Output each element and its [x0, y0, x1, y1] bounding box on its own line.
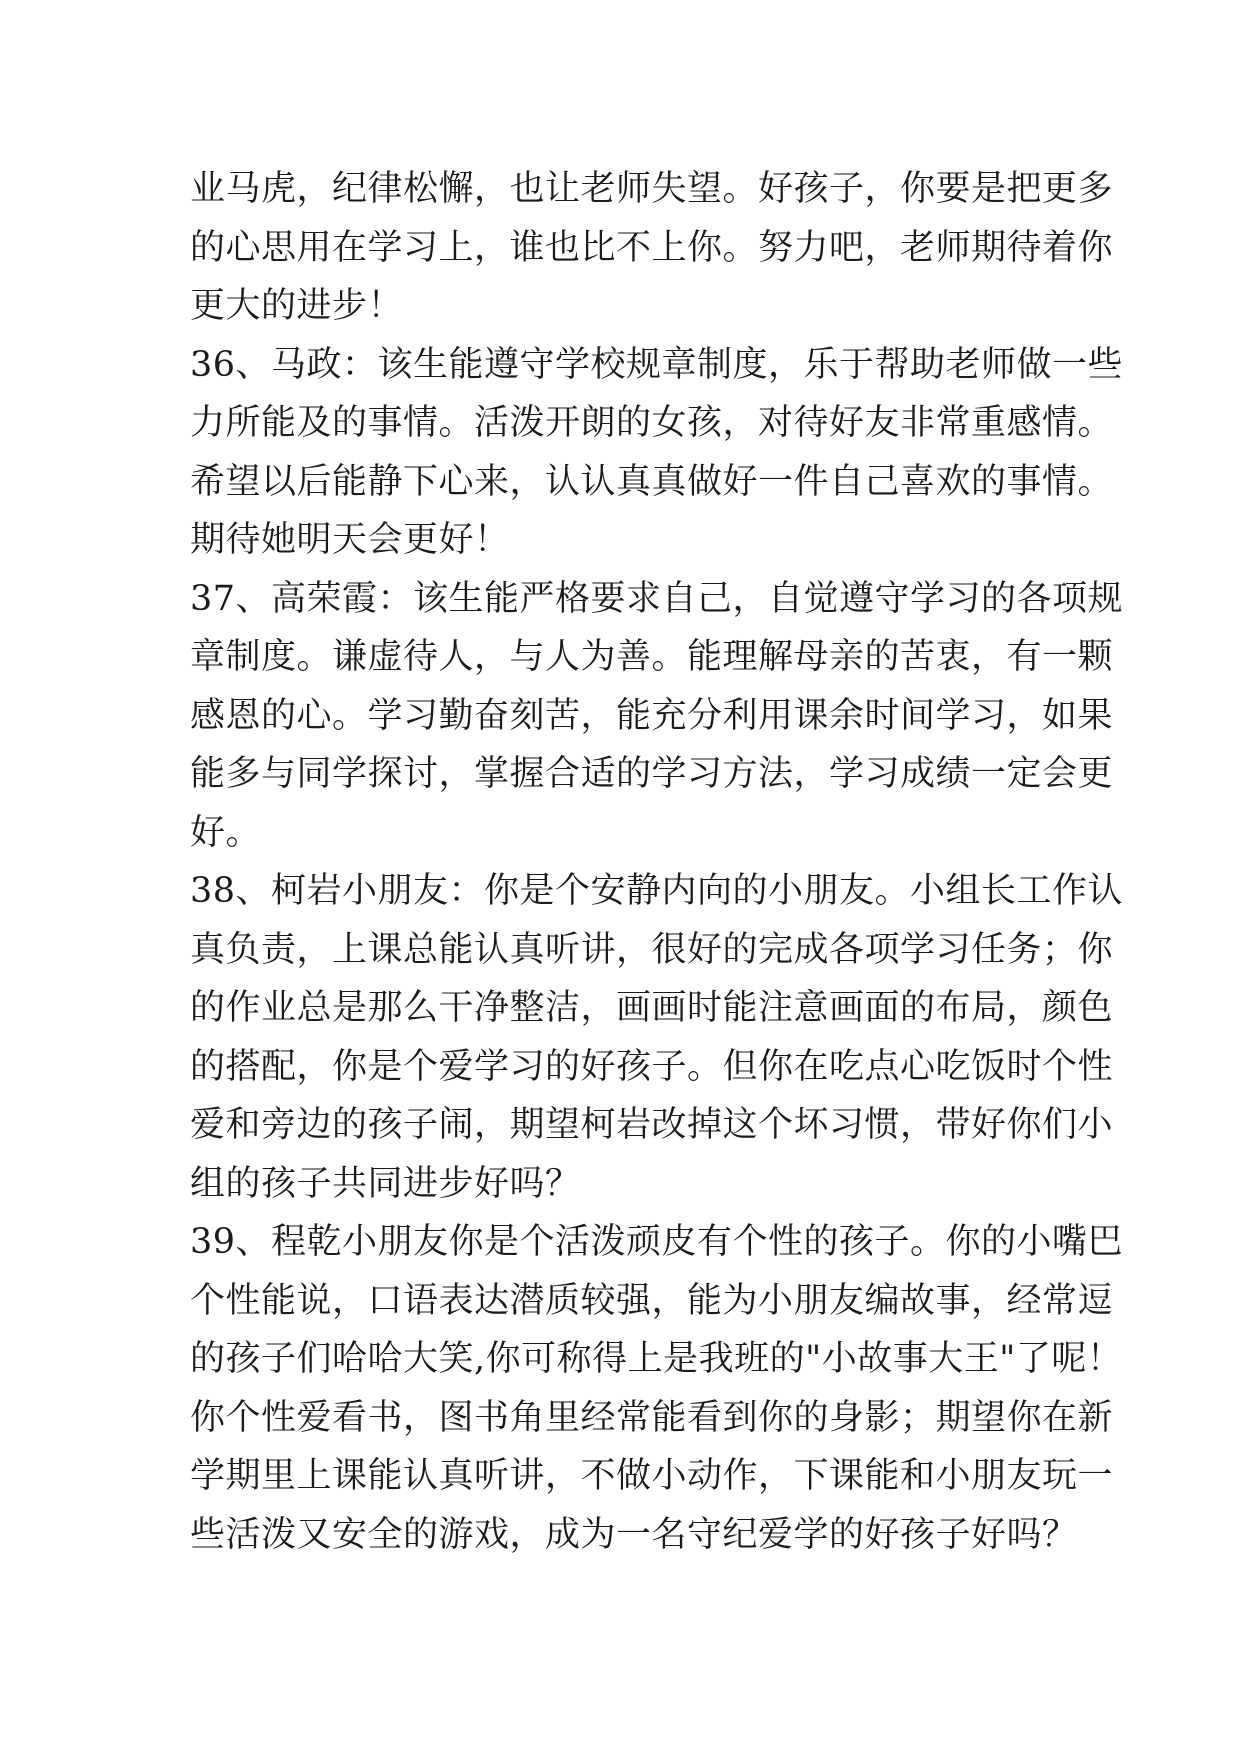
- text-line: 组的孩子共同进步好吗？: [190, 1163, 581, 1204]
- text-line: 真负责，上课总能认真听讲，很好的完成各项学习任务；你: [190, 929, 1114, 970]
- text-line: 业马虎，纪律松懈，也让老师失望。好孩子，你要是把更多: [190, 169, 1114, 209]
- text-line: 37、高荣霞：该生能严格要求自己，自觉遵守学习的各项规: [190, 578, 1124, 619]
- document-body: [190, 160, 1124, 1564]
- text-line: 希望以后能静下心来，认认真真做好一件自己喜欢的事情。: [190, 461, 1114, 502]
- text-line: 感恩的心。学习勤奋刻苦，能充分利用课余时间学习，如果: [190, 695, 1114, 736]
- text-line: 的心思用在学习上，谁也比不上你。努力吧，老师期待着你: [190, 227, 1114, 268]
- text-line: 39、程乾小朋友你是个活泼顽皮有个性的孩子。你的小嘴巴: [190, 1222, 1124, 1262]
- text-line: 爱和旁边的孩子闹，期望柯岩改掉这个坏习惯，带好你们小: [190, 1105, 1114, 1145]
- text-line: 38、柯岩小朋友：你是个安静内向的小朋友。小组长工作认: [190, 871, 1124, 911]
- text-line: 的作业总是那么干净整洁，画画时能注意画面的布局，颜色: [190, 988, 1114, 1028]
- text-line: 学期里上课能认真听讲，不做小动作，下课能和小朋友玩一: [190, 1456, 1114, 1496]
- text-line: 的搭配，你是个爱学习的好孩子。但你在吃点心吃饭时个性: [190, 1046, 1114, 1087]
- text-line: 力所能及的事情。活泼开朗的女孩，对待好友非常重感情。: [190, 403, 1114, 443]
- text-line: 的孩子们哈哈大笑,你可称得上是我班的"小故事大王"了呢！: [190, 1339, 1123, 1379]
- text-line: 个性能说，口语表达潜质较强，能为小朋友编故事，经常逗: [190, 1280, 1114, 1321]
- text-line: 些活泼又安全的游戏，成为一名守纪爱学的好孩子好吗？: [190, 1514, 1078, 1555]
- text-line: 能多与同学探讨，掌握合适的学习方法，学习成绩一定会更: [190, 754, 1114, 794]
- text-line: 章制度。谦虚待人，与人为善。能理解母亲的苦衷，有一颗: [190, 637, 1114, 677]
- text-line: 更大的进步！: [190, 286, 404, 326]
- text-line: 你个性爱看书，图书角里经常能看到你的身影；期望你在新: [190, 1397, 1114, 1438]
- text-line: 好。: [190, 812, 262, 853]
- text-line: 期待她明天会更好！: [190, 520, 510, 560]
- text-line: 36、马政：该生能遵守学校规章制度，乐于帮助老师做一些: [190, 344, 1124, 385]
